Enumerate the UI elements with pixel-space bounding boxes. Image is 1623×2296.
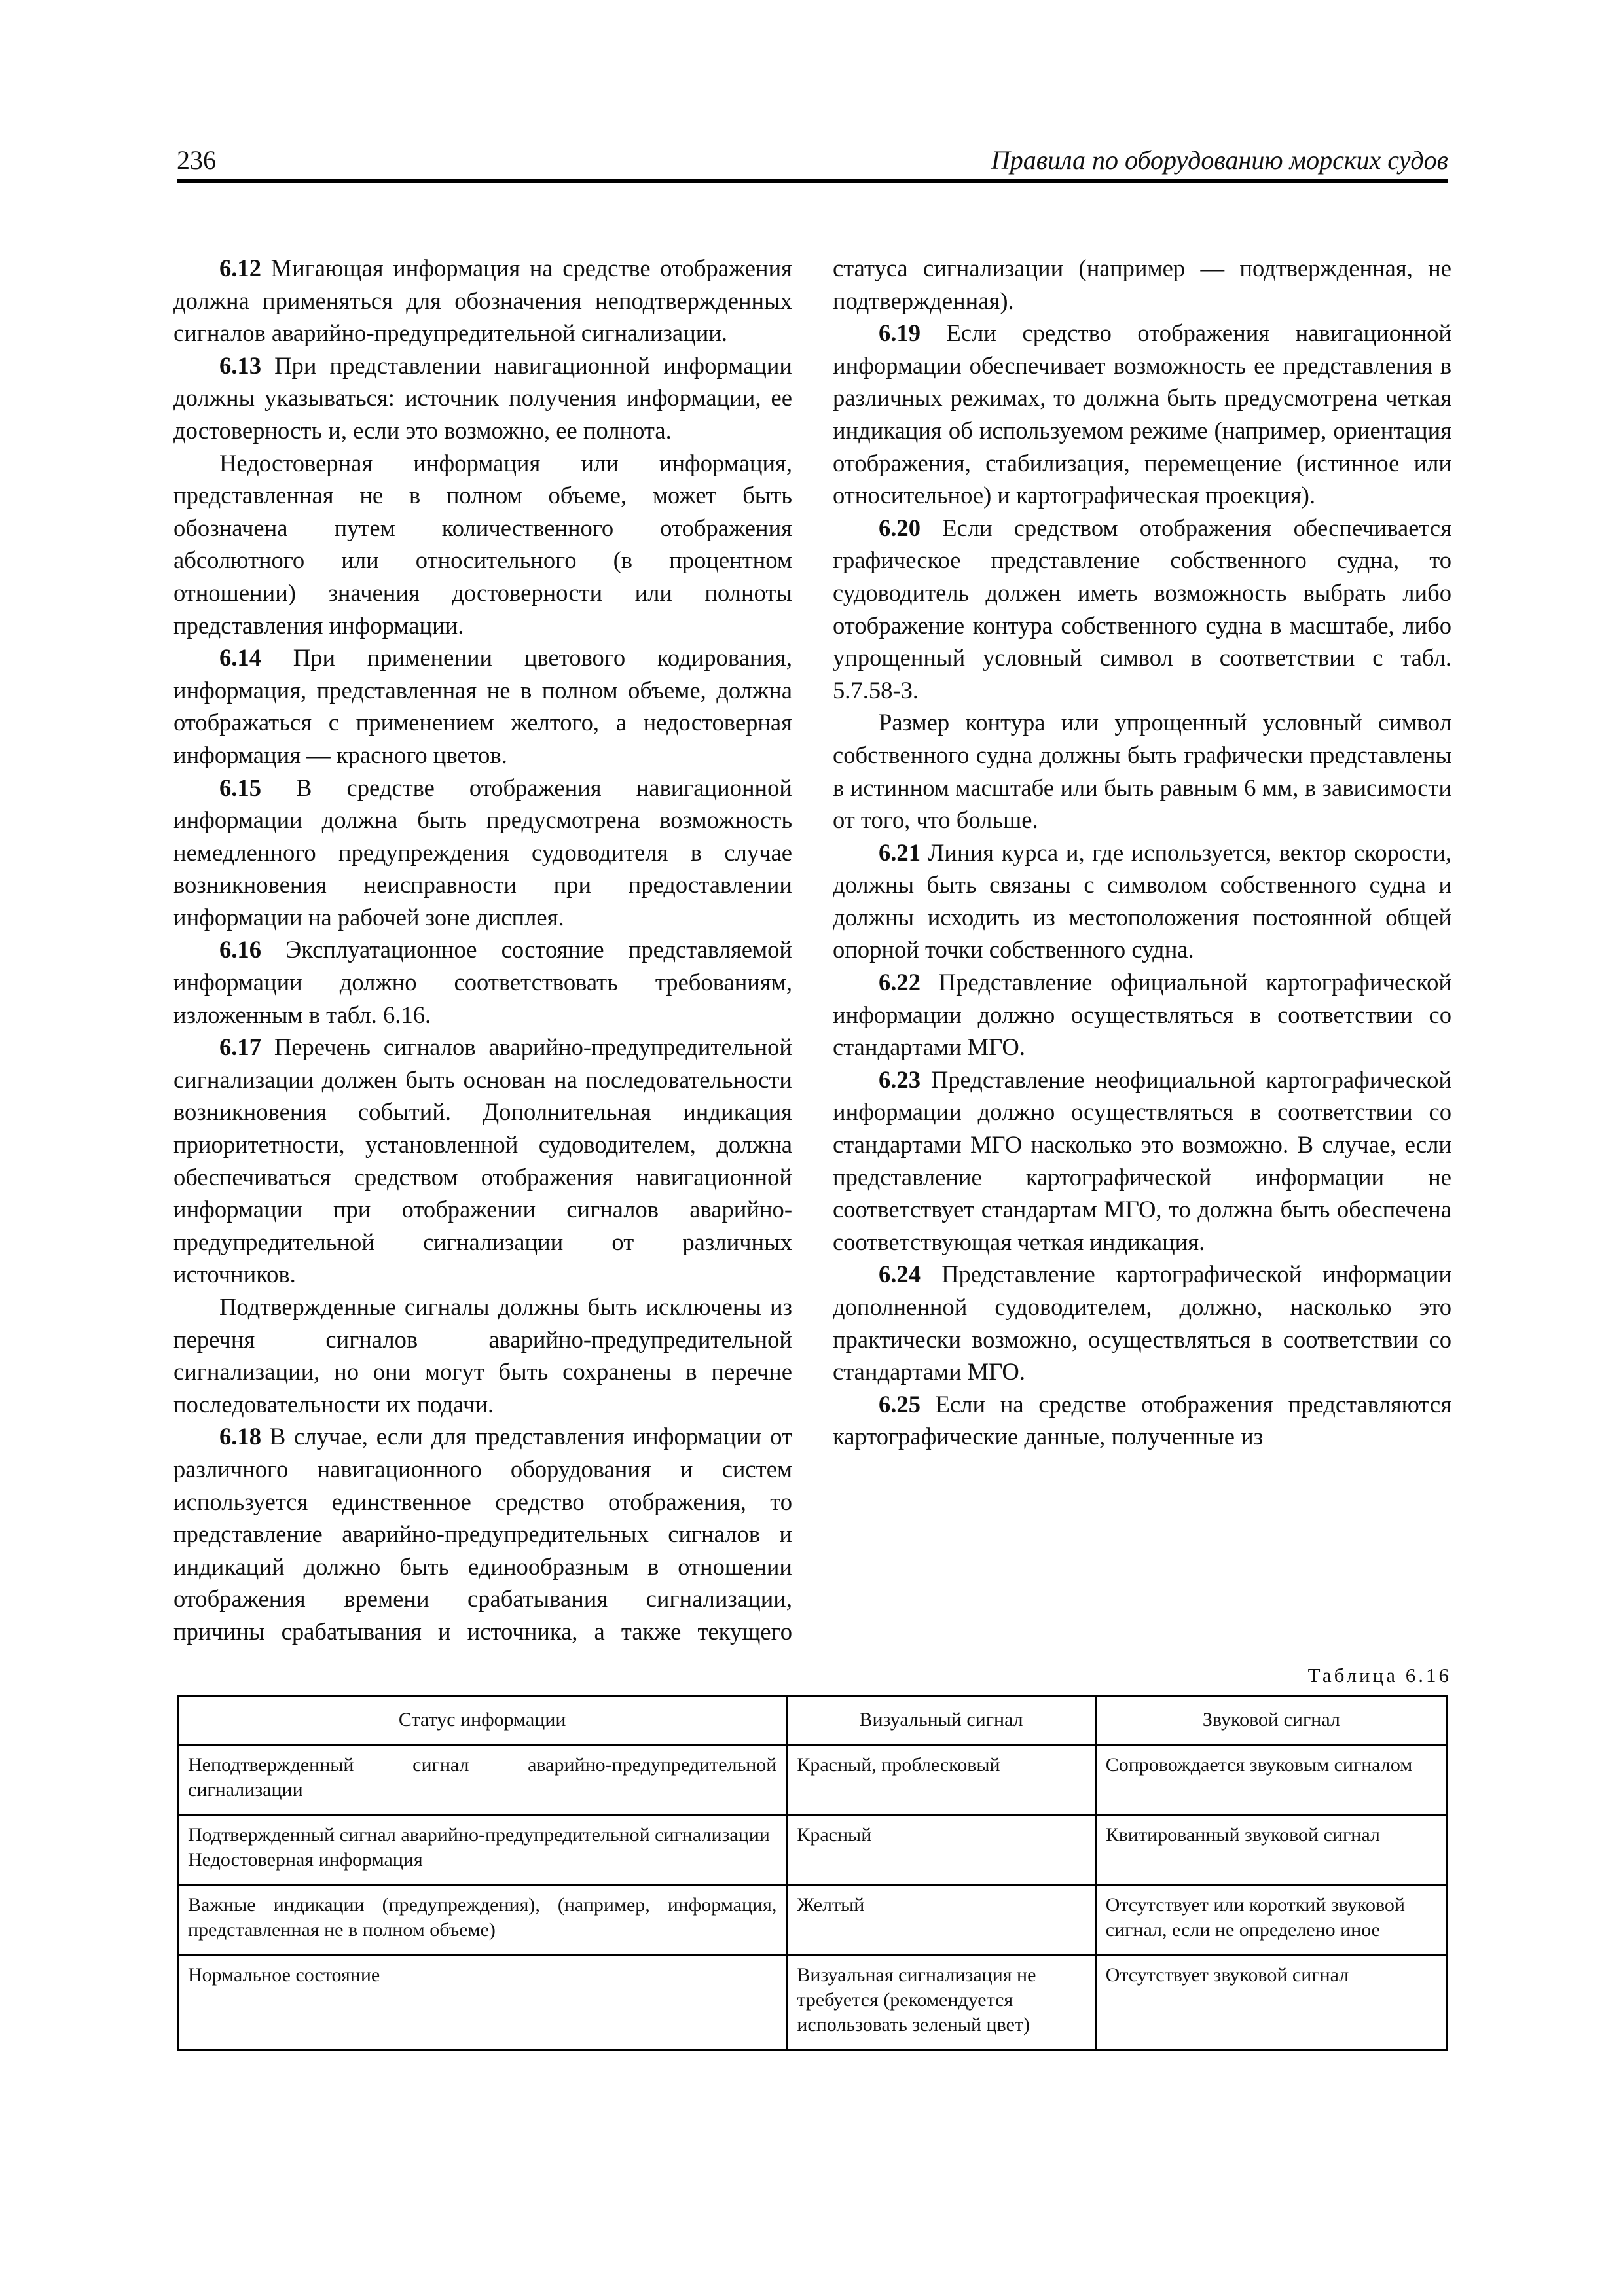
clause-text: Представление неофициальной картографической информации должно осуществляться в соответствии со стандартами МГО насколько это возможно. В случае, если представление картографической информации не соответствует стандартам МГО, то должна быть обеспечена соответствующая четкая индикация. — [833, 1066, 1451, 1255]
visual-cell: Красный — [787, 1816, 1095, 1886]
paragraph — [173, 772, 792, 934]
clause-number: 6.15 — [219, 774, 262, 801]
visual-cell: Визуальная сигнализация не требуется (рекомендуется использовать зеленый цвет) — [787, 1956, 1095, 2051]
clause-number: 6.22 — [879, 969, 921, 996]
visual-cell: Желтый — [787, 1886, 1095, 1956]
clause-number: 6.18 — [219, 1423, 262, 1450]
status-line: Важные индикации (предупреждения), (например, информация, представленная не в полном объеме) — [188, 1894, 777, 1941]
clause-number: 6.19 — [879, 319, 921, 347]
table-row — [178, 1886, 1448, 1956]
clause-text: Представление картографической информации дополненной судоводителем, должно, насколько это практически возможно, осуществляться в соответствии со стандартами МГО. — [833, 1261, 1451, 1386]
clause-text: Представление официальной картографической информации должно осуществляться в соответствии со стандартами МГО. — [833, 969, 1451, 1061]
clause-text: Если средство отображения навигационной информации обеспечивает возможность ее представления в различных режимах, то должна быть предусмотрена четкая индикация об используемом режиме (например, ориентация отображения, стабилизация, перемещение (истинное или относительное) и картографическая проекция). — [833, 319, 1451, 509]
sound-cell: Отсутствует или короткий звуковой сигнал, если не определено иное — [1095, 1886, 1447, 1956]
status-table — [177, 1695, 1448, 2051]
column-header-visual: Визуальный сигнал — [787, 1696, 1095, 1746]
sound-cell: Отсутствует звуковой сигнал — [1095, 1956, 1447, 2051]
clause-number: 6.23 — [879, 1066, 921, 1093]
paragraph — [833, 836, 1451, 966]
visual-cell: Красный, проблесковый — [787, 1746, 1095, 1816]
clause-text: В средстве отображения навигационной информации должна быть предусмотрена возможность немедленного предупреждения судоводителя в случае возникновения неисправности при предоставлении информации на рабочей зоне дисплея. — [173, 774, 792, 931]
clause-number: 6.21 — [879, 838, 921, 866]
clause-text: Недостоверная информация или информация, представленная не в полном объеме, может быть обозначена путем количественного отображения абсолютного или относительного (в процентном отношении) значения достоверности или полноты представления информации. — [173, 449, 792, 639]
column-header-status: Статус информации — [178, 1696, 787, 1746]
clause-text: Перечень сигналов аварийно-предупредительной сигнализации должен быть основан на последовательности возникновения событий. Дополнительная индикация приоритетности, установленной судоводителем, должна обеспечиваться средством отображения навигационной информации при отображении сигналов аварийно-предупредительной сигнализации от различных источников. — [173, 1033, 792, 1288]
page-header — [177, 144, 1448, 177]
paragraph — [833, 966, 1451, 1064]
clause-number: 6.17 — [219, 1033, 262, 1061]
status-cell — [178, 1816, 787, 1886]
paragraph — [833, 706, 1451, 836]
page-number: 236 — [177, 145, 216, 175]
paragraph — [173, 933, 792, 1031]
clause-number: 6.20 — [879, 514, 921, 541]
clause-text: Если на средстве отображения представляются картографические данные, полученные из — [833, 1390, 1451, 1450]
status-line: Недостоверная информация — [188, 1849, 423, 1871]
status-cell — [178, 1746, 787, 1816]
column-header-sound: Звуковой сигнал — [1095, 1696, 1447, 1746]
clause-number: 6.24 — [879, 1261, 921, 1288]
running-title: Правила по оборудованию морских судов — [991, 145, 1448, 175]
paragraph — [833, 1258, 1451, 1388]
clause-text: Мигающая информация на средстве отображения должна применяться для обозначения неподтвержденных сигналов аварийно-предупредительной сигнализации. — [173, 255, 792, 347]
clause-text: Если средством отображения обеспечивается графическое представление собственного судна, то судоводитель должен иметь возможность выбрать либо отображение контура собственного судна в масштабе, либо упрощенный условный символ в соответствии с табл. 5.7.58-3. — [833, 514, 1451, 704]
table-caption: Таблица 6.16 — [1307, 1664, 1451, 1687]
status-line: Нормальное состояние — [188, 1964, 380, 1986]
table-row — [178, 1956, 1448, 2051]
paragraph — [173, 1031, 792, 1291]
paragraph — [173, 252, 792, 350]
clause-text: Подтвержденные сигналы должны быть исключены из перечня сигналов аварийно-предупредительной сигнализации, но они могут быть сохранены в перечне последовательности их подачи. — [173, 1293, 792, 1418]
clause-number: 6.13 — [219, 351, 262, 379]
table-row — [178, 1816, 1448, 1886]
clause-text: Эксплуатационное состояние представляемой информации должно соответствовать требованиям, изложенным в табл. 6.16. — [173, 936, 792, 1028]
table-row — [178, 1746, 1448, 1816]
clause-text: Размер контура или упрощенный условный символ собственного судна должны быть графически представлены в истинном масштабе или быть равным 6 мм, в зависимости от того, что больше. — [833, 709, 1451, 834]
status-cell — [178, 1956, 787, 2051]
status-cell — [178, 1886, 787, 1956]
clause-text: При представлении навигационной информации должны указываться: источник получения информации, ее достоверность и, если это возможно, ее полнота. — [173, 351, 792, 444]
paragraph — [173, 1291, 792, 1420]
paragraph — [833, 1064, 1451, 1259]
clause-number: 6.25 — [879, 1390, 921, 1418]
clause-text: Линия курса и, где используется, вектор скорости, должны быть связаны с символом собственного судна и должны исходить из местоположения постоянной общей опорной точки собственного судна. — [833, 838, 1451, 963]
sound-cell: Сопровождается звуковым сигналом — [1095, 1746, 1447, 1816]
clause-number: 6.16 — [219, 936, 262, 963]
clause-number: 6.12 — [219, 255, 262, 281]
paragraph — [173, 447, 792, 642]
paragraph — [833, 317, 1451, 512]
paragraph — [173, 641, 792, 771]
paragraph — [833, 1388, 1451, 1453]
paragraph — [833, 512, 1451, 707]
body-text — [173, 252, 1451, 1659]
status-line: Подтвержденный сигнал аварийно-предупредительной сигнализации — [188, 1824, 770, 1846]
table-header-row — [178, 1696, 1448, 1746]
clause-text: В случае, если для представления информации от различного навигационного оборудования и систем используется единственное средство отображения, то представление аварийно-предупредительных сигналов и индикаций должно быть единообразным в отношении отображения времени срабатывания сигнализации, причины срабатывания и источника, а также текущего статуса сигнализации (например — подтвержденная, не подтвержденная). — [173, 255, 1451, 1645]
status-line: Неподтвержденный сигнал аварийно-предупредительной сигнализации — [188, 1754, 777, 1801]
clause-number: 6.14 — [219, 644, 262, 672]
sound-cell: Квитированный звуковой сигнал — [1095, 1816, 1447, 1886]
header-rule — [177, 179, 1448, 183]
paragraph — [173, 350, 792, 447]
clause-text: При применении цветового кодирования, информация, представленная не в полном объеме, должна отображаться с применением желтого, а недостоверная информация — красного цветов. — [173, 644, 792, 768]
